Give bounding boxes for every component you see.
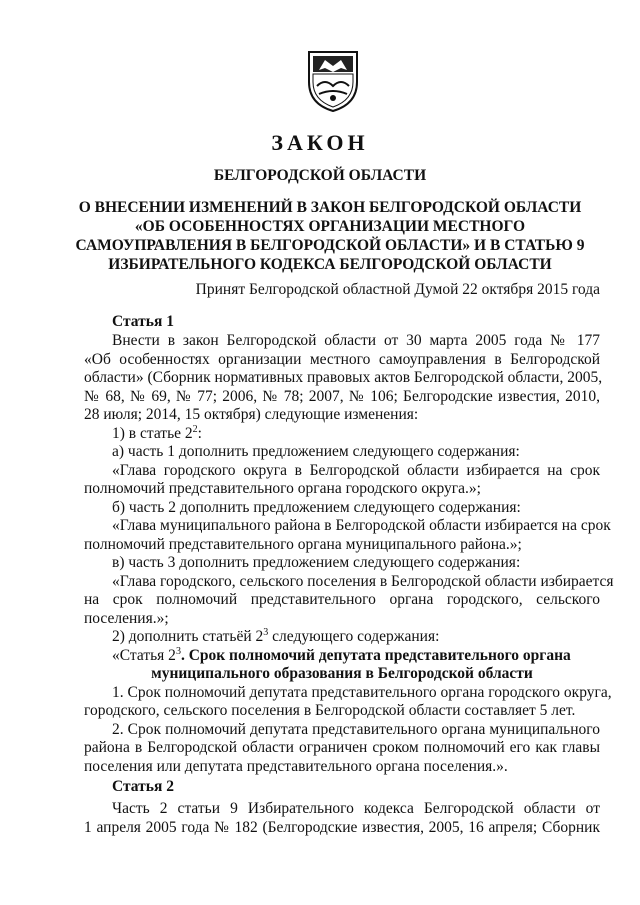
- text-line: городского, сельского поселения в Белгородской области составляет 5 лет.: [84, 702, 576, 719]
- text-line: «Глава муниципального района в Белгородской области избирается на срок: [112, 517, 611, 534]
- text-line: 2) дополнить статьёй $2^3$ следующего содержания:: [112, 626, 440, 645]
- heading-line: САМОУПРАВЛЕНИЯ В БЕЛГОРОДСКОЙ ОБЛАСТИ» И В СТАТЬЮ 9: [75, 237, 585, 254]
- article-1-title: Статья 1: [112, 313, 174, 330]
- text-line: 1) в статье $2^2$:: [112, 423, 202, 442]
- text-line: 1. Срок полномочий депутата представительного органа городского округа,: [112, 683, 612, 701]
- heading-line: О ВНЕСЕНИИ ИЗМЕНЕНИЙ В ЗАКОН БЕЛГОРОДСКОЙ ОБЛАСТИ: [78, 199, 582, 216]
- document-subtitle: БЕЛГОРОДСКОЙ ОБЛАСТИ: [213, 167, 427, 184]
- text-line: в) часть 3 дополнить предложением следующего содержания:: [112, 554, 521, 571]
- text-line: поселения.»;: [84, 609, 169, 627]
- text-line: 1 апреля 2005 года № 182 (Белгородские известия, 2005, 16 апреля; Сборник: [84, 818, 600, 836]
- heading-line: «ОБ ОСОБЕННОСТЯХ ОРГАНИЗАЦИИ МЕСТНОГО: [134, 218, 526, 235]
- text-line: 28 июля; 2014, 15 октября) следующие изменения:: [84, 406, 419, 423]
- text-line: «Глава городского округа в Белгородской области избирается на срок: [112, 461, 600, 479]
- text-line: области» (Сборник нормативных правовых актов Белгородской области, 2005,: [84, 369, 603, 386]
- article-1-body: [84, 332, 614, 776]
- text-line: «Глава городского, сельского поселения в Белгородской области избирается: [112, 572, 614, 590]
- heading-line: ИЗБИРАТЕЛЬНОГО КОДЕКСА БЕЛГОРОДСКОЙ ОБЛАСТИ: [108, 256, 552, 273]
- text-line: «Об особенностях организации местного самоуправления в Белгородской: [84, 350, 600, 368]
- new-article-title: «Статья $2^3$. Срок полномочий депутата представительного органа: [112, 645, 571, 664]
- text-line: № 68, № 69, № 77; 2006, № 78; 2007, № 106; Белгородские известия, 2010,: [84, 387, 600, 405]
- text-line: б) часть 2 дополнить предложением следующего содержания:: [112, 498, 521, 516]
- text-line: полномочий представительного органа муниципального района.»;: [84, 535, 522, 553]
- law-heading: [60, 198, 600, 274]
- text-line: поселения или депутата представительного органа поселения.».: [84, 757, 508, 775]
- document-title: ЗАКОН: [271, 130, 369, 155]
- article-2-body: [84, 800, 600, 837]
- coat-of-arms-emblem: [305, 48, 361, 114]
- text-line: района в Белгородской области ограничен сроком полномочий его как главы: [84, 739, 600, 756]
- article-2-title: Статья 2: [112, 778, 174, 795]
- text-line: 2. Срок полномочий депутата представительного органа муниципального: [112, 720, 600, 738]
- text-line: а) часть 1 дополнить предложением следующего содержания:: [112, 443, 520, 460]
- new-article-title-cont: муниципального образования в Белгородской области: [151, 665, 533, 682]
- text-line: полномочий представительного органа городского округа.»;: [84, 480, 481, 497]
- text-line: на срок полномочий представительного органа городского, сельского: [84, 591, 600, 608]
- adoption-note: Принят Белгородской областной Думой 22 октября 2015 года: [195, 281, 600, 298]
- text-line: Часть 2 статьи 9 Избирательного кодекса Белгородской области от: [112, 800, 600, 817]
- text-line: Внести в закон Белгородской области от 30 марта 2005 года № 177: [112, 332, 600, 349]
